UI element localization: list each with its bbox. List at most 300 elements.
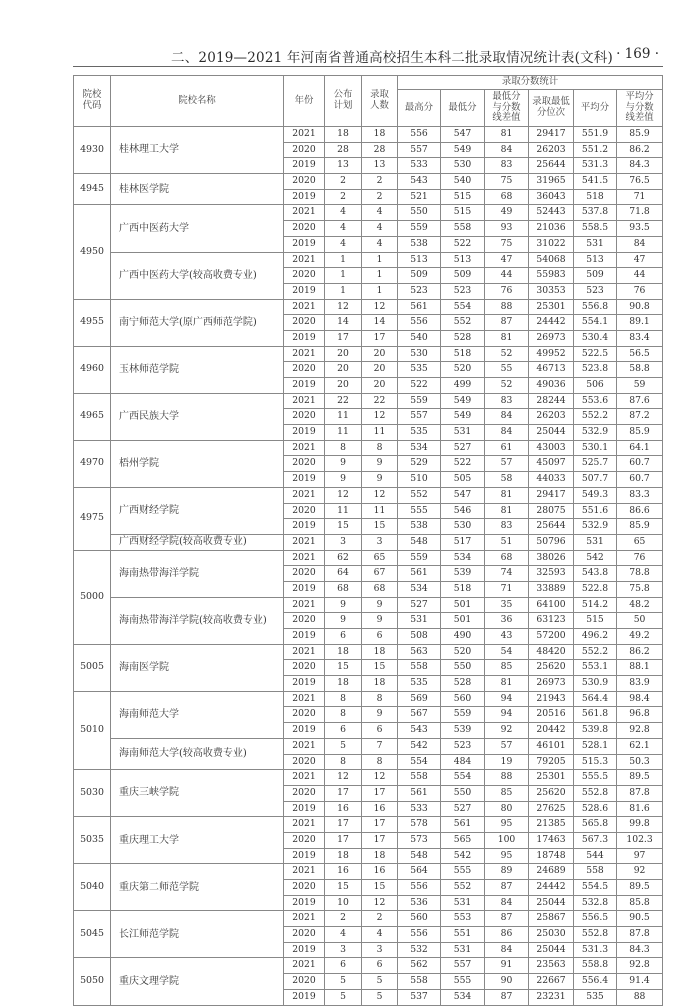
table-row (74, 644, 663, 660)
cell-min-rank: 29417 (529, 487, 574, 503)
cell-avg-diff: 83.4 (617, 330, 663, 346)
cell-year: 2020 (284, 785, 325, 801)
table-row (74, 205, 663, 221)
cell-avg-diff: 60.7 (617, 472, 663, 488)
cell-year: 2020 (284, 315, 325, 331)
cell-plan: 9 (325, 597, 362, 613)
cell-min-diff: 55 (485, 362, 529, 378)
school-name: 广西中医药大学(较高收费专业) (111, 252, 284, 299)
table-row (74, 393, 663, 409)
cell-plan: 1 (325, 252, 362, 268)
cell-avg: 539.8 (574, 723, 617, 739)
cell-plan: 14 (325, 315, 362, 331)
cell-min: 565 (441, 832, 485, 848)
cell-admitted: 18 (362, 644, 398, 660)
cell-min: 527 (441, 440, 485, 456)
cell-min-rank: 79205 (529, 754, 574, 770)
cell-admitted: 20 (362, 362, 398, 378)
cell-avg-diff: 97 (617, 848, 663, 864)
cell-avg-diff: 85.8 (617, 895, 663, 911)
cell-max: 564 (398, 864, 441, 880)
cell-avg: 555.5 (574, 770, 617, 786)
cell-admitted: 6 (362, 723, 398, 739)
cell-min-diff: 81 (485, 676, 529, 692)
cell-year: 2019 (284, 378, 325, 394)
cell-plan: 2 (325, 189, 362, 205)
cell-admitted: 12 (362, 895, 398, 911)
cell-year: 2019 (284, 801, 325, 817)
cell-plan: 12 (325, 487, 362, 503)
cell-max: 556 (398, 315, 441, 331)
cell-plan: 28 (325, 142, 362, 158)
cell-max: 578 (398, 817, 441, 833)
table-row (74, 911, 663, 927)
cell-avg-diff: 86.2 (617, 644, 663, 660)
cell-min-diff: 43 (485, 629, 529, 645)
school-code: 4945 (74, 174, 111, 205)
col-header-name: 院校名称 (111, 76, 284, 127)
cell-year: 2021 (284, 550, 325, 566)
cell-min-diff: 100 (485, 832, 529, 848)
cell-admitted: 14 (362, 315, 398, 331)
cell-min: 490 (441, 629, 485, 645)
cell-admitted: 9 (362, 613, 398, 629)
cell-year: 2021 (284, 346, 325, 362)
col-header-min: 最低分 (441, 90, 485, 127)
cell-min-diff: 95 (485, 817, 529, 833)
cell-year: 2019 (284, 629, 325, 645)
school-name: 重庆理工大学 (111, 817, 284, 864)
school-code: 4960 (74, 346, 111, 393)
cell-plan: 8 (325, 440, 362, 456)
cell-plan: 3 (325, 942, 362, 958)
school-name: 广西财经学院(较高收费专业) (111, 534, 284, 550)
cell-avg: 564.4 (574, 691, 617, 707)
cell-admitted: 16 (362, 801, 398, 817)
cell-min: 549 (441, 142, 485, 158)
cell-max: 508 (398, 629, 441, 645)
cell-plan: 18 (325, 676, 362, 692)
school-code: 5035 (74, 817, 111, 864)
cell-min-diff: 95 (485, 848, 529, 864)
cell-min: 552 (441, 880, 485, 896)
cell-max: 559 (398, 221, 441, 237)
cell-avg: 553.6 (574, 393, 617, 409)
cell-plan: 3 (325, 534, 362, 550)
cell-min-diff: 87 (485, 880, 529, 896)
cell-plan: 4 (325, 205, 362, 221)
cell-admitted: 3 (362, 942, 398, 958)
table-row (74, 440, 663, 456)
cell-avg: 561.8 (574, 707, 617, 723)
cell-min-diff: 19 (485, 754, 529, 770)
cell-admitted: 9 (362, 707, 398, 723)
cell-avg: 522.5 (574, 346, 617, 362)
cell-admitted: 1 (362, 268, 398, 284)
cell-year: 2020 (284, 456, 325, 472)
cell-min-diff: 91 (485, 958, 529, 974)
school-name: 海南热带海洋学院(较高收费专业) (111, 597, 284, 644)
cell-min-rank: 17463 (529, 832, 574, 848)
school-code: 4930 (74, 127, 111, 174)
school-name: 海南师范大学(较高收费专业) (111, 738, 284, 769)
col-header-year: 年份 (284, 76, 325, 127)
cell-max: 538 (398, 236, 441, 252)
cell-plan: 18 (325, 644, 362, 660)
cell-avg: 530.4 (574, 330, 617, 346)
col-header-min-diff: 最低分与分数线差值 (485, 90, 529, 127)
table-row (74, 958, 663, 974)
cell-min: 518 (441, 346, 485, 362)
cell-max: 567 (398, 707, 441, 723)
school-code: 5030 (74, 770, 111, 817)
cell-min-diff: 68 (485, 550, 529, 566)
cell-min-diff: 57 (485, 456, 529, 472)
cell-year: 2020 (284, 503, 325, 519)
cell-min: 518 (441, 581, 485, 597)
cell-avg: 530.9 (574, 676, 617, 692)
cell-max: 556 (398, 127, 441, 143)
cell-avg-diff: 48.2 (617, 597, 663, 613)
cell-avg-diff: 87.8 (617, 785, 663, 801)
cell-avg: 552.8 (574, 927, 617, 943)
cell-min-diff: 83 (485, 519, 529, 535)
cell-plan: 1 (325, 283, 362, 299)
cell-admitted: 11 (362, 425, 398, 441)
cell-min-rank: 26973 (529, 676, 574, 692)
table-row (74, 487, 663, 503)
cell-plan: 8 (325, 691, 362, 707)
cell-admitted: 12 (362, 770, 398, 786)
cell-min: 539 (441, 566, 485, 582)
cell-min-diff: 52 (485, 378, 529, 394)
cell-min: 551 (441, 927, 485, 943)
cell-admitted: 17 (362, 832, 398, 848)
cell-plan: 12 (325, 299, 362, 315)
cell-avg: 544 (574, 848, 617, 864)
table-row (74, 174, 663, 190)
cell-min: 523 (441, 738, 485, 754)
cell-min: 531 (441, 425, 485, 441)
cell-admitted: 5 (362, 989, 398, 1005)
cell-plan: 9 (325, 456, 362, 472)
cell-avg: 523.8 (574, 362, 617, 378)
cell-max: 559 (398, 393, 441, 409)
cell-max: 543 (398, 723, 441, 739)
cell-min-rank: 24689 (529, 864, 574, 880)
cell-avg: 567.3 (574, 832, 617, 848)
school-code: 5005 (74, 644, 111, 691)
cell-year: 2021 (284, 487, 325, 503)
cell-min-rank: 63123 (529, 613, 574, 629)
cell-min-rank: 38026 (529, 550, 574, 566)
school-code: 5045 (74, 911, 111, 958)
cell-min: 540 (441, 174, 485, 190)
cell-min-diff: 44 (485, 268, 529, 284)
school-name: 重庆文理学院 (111, 958, 284, 1005)
cell-min-diff: 61 (485, 440, 529, 456)
cell-year: 2021 (284, 864, 325, 880)
cell-min: 561 (441, 817, 485, 833)
cell-min-rank: 20442 (529, 723, 574, 739)
cell-min-rank: 18748 (529, 848, 574, 864)
col-header-max: 最高分 (398, 90, 441, 127)
cell-avg-diff: 56.5 (617, 346, 663, 362)
cell-avg-diff: 99.8 (617, 817, 663, 833)
cell-year: 2019 (284, 519, 325, 535)
cell-min-rank: 22667 (529, 974, 574, 990)
cell-avg-diff: 64.1 (617, 440, 663, 456)
cell-max: 540 (398, 330, 441, 346)
cell-plan: 13 (325, 158, 362, 174)
table-body (74, 127, 663, 1006)
table-row (74, 346, 663, 362)
cell-year: 2020 (284, 362, 325, 378)
cell-year: 2021 (284, 817, 325, 833)
cell-min: 552 (441, 315, 485, 331)
cell-min-rank: 28244 (529, 393, 574, 409)
school-name: 广西民族大学 (111, 393, 284, 440)
cell-min-diff: 81 (485, 330, 529, 346)
cell-avg-diff: 50.3 (617, 754, 663, 770)
cell-plan: 62 (325, 550, 362, 566)
cell-avg: 543.8 (574, 566, 617, 582)
cell-admitted: 15 (362, 880, 398, 896)
cell-admitted: 16 (362, 864, 398, 880)
cell-min-rank: 43003 (529, 440, 574, 456)
cell-admitted: 12 (362, 409, 398, 425)
cell-avg-diff: 88.1 (617, 660, 663, 676)
cell-min-diff: 57 (485, 738, 529, 754)
cell-admitted: 7 (362, 738, 398, 754)
cell-min-diff: 76 (485, 283, 529, 299)
cell-plan: 15 (325, 880, 362, 896)
cell-min-rank: 24442 (529, 315, 574, 331)
cell-plan: 16 (325, 864, 362, 880)
col-header-avg-diff: 平均分与分数线差值 (617, 90, 663, 127)
cell-year: 2019 (284, 330, 325, 346)
cell-min: 534 (441, 989, 485, 1005)
cell-max: 573 (398, 832, 441, 848)
cell-min-rank: 27625 (529, 801, 574, 817)
cell-min-rank: 25301 (529, 770, 574, 786)
cell-avg: 556.5 (574, 911, 617, 927)
cell-max: 529 (398, 456, 441, 472)
cell-min-diff: 87 (485, 989, 529, 1005)
cell-max: 522 (398, 378, 441, 394)
cell-avg: 523 (574, 283, 617, 299)
cell-year: 2021 (284, 738, 325, 754)
cell-avg: 554.1 (574, 315, 617, 331)
cell-min-rank: 20516 (529, 707, 574, 723)
cell-year: 2019 (284, 989, 325, 1005)
cell-admitted: 22 (362, 393, 398, 409)
cell-year: 2020 (284, 832, 325, 848)
cell-min-rank: 36043 (529, 189, 574, 205)
cell-avg-diff: 96.8 (617, 707, 663, 723)
cell-plan: 6 (325, 723, 362, 739)
cell-year: 2020 (284, 409, 325, 425)
cell-max: 558 (398, 660, 441, 676)
cell-avg: 549.3 (574, 487, 617, 503)
cell-min-diff: 90 (485, 974, 529, 990)
cell-min-diff: 93 (485, 221, 529, 237)
cell-min: 539 (441, 723, 485, 739)
cell-min-rank: 30353 (529, 283, 574, 299)
cell-min: 530 (441, 158, 485, 174)
cell-plan: 11 (325, 425, 362, 441)
table-row (74, 817, 663, 833)
cell-admitted: 12 (362, 487, 398, 503)
cell-min: 531 (441, 895, 485, 911)
cell-plan: 2 (325, 174, 362, 190)
cell-year: 2021 (284, 205, 325, 221)
school-code: 4970 (74, 440, 111, 487)
cell-avg-diff: 84.3 (617, 942, 663, 958)
school-name: 梧州学院 (111, 440, 284, 487)
cell-max: 543 (398, 174, 441, 190)
cell-year: 2019 (284, 848, 325, 864)
cell-avg: 531 (574, 534, 617, 550)
cell-plan: 17 (325, 785, 362, 801)
school-code: 4975 (74, 487, 111, 550)
cell-avg-diff: 76 (617, 550, 663, 566)
cell-avg: 565.8 (574, 817, 617, 833)
cell-admitted: 2 (362, 189, 398, 205)
school-name: 玉林师范学院 (111, 346, 284, 393)
cell-min-diff: 75 (485, 236, 529, 252)
cell-min-diff: 88 (485, 770, 529, 786)
col-header-min-rank: 录取最低分位次 (529, 90, 574, 127)
cell-avg: 558.5 (574, 221, 617, 237)
cell-avg-diff: 89.5 (617, 770, 663, 786)
cell-min: 555 (441, 864, 485, 880)
cell-avg-diff: 76.5 (617, 174, 663, 190)
cell-year: 2020 (284, 566, 325, 582)
cell-plan: 1 (325, 268, 362, 284)
cell-min-rank: 31965 (529, 174, 574, 190)
col-header-code: 院校代码 (74, 76, 111, 127)
cell-admitted: 28 (362, 142, 398, 158)
cell-max: 532 (398, 942, 441, 958)
cell-avg-diff: 87.8 (617, 927, 663, 943)
cell-plan: 17 (325, 817, 362, 833)
cell-admitted: 4 (362, 927, 398, 943)
cell-max: 533 (398, 158, 441, 174)
table-row (74, 738, 663, 754)
cell-year: 2019 (284, 236, 325, 252)
cell-avg-diff: 92.8 (617, 958, 663, 974)
cell-plan: 6 (325, 629, 362, 645)
cell-year: 2020 (284, 142, 325, 158)
cell-min-rank: 26203 (529, 409, 574, 425)
cell-min-diff: 74 (485, 566, 529, 582)
cell-plan: 18 (325, 848, 362, 864)
cell-admitted: 4 (362, 221, 398, 237)
cell-max: 555 (398, 503, 441, 519)
cell-avg: 551.2 (574, 142, 617, 158)
cell-plan: 4 (325, 236, 362, 252)
cell-avg-diff: 87.2 (617, 409, 663, 425)
cell-max: 538 (398, 519, 441, 535)
cell-min: 513 (441, 252, 485, 268)
cell-avg: 552.8 (574, 785, 617, 801)
cell-admitted: 1 (362, 252, 398, 268)
cell-plan: 20 (325, 378, 362, 394)
cell-min-rank: 29417 (529, 127, 574, 143)
cell-year: 2021 (284, 958, 325, 974)
cell-avg: 522.8 (574, 581, 617, 597)
col-header-admitted: 录取人数 (362, 76, 398, 127)
cell-year: 2021 (284, 770, 325, 786)
cell-min-diff: 81 (485, 487, 529, 503)
cell-min-diff: 52 (485, 346, 529, 362)
cell-min: 501 (441, 597, 485, 613)
cell-min-rank: 31022 (529, 236, 574, 252)
cell-plan: 5 (325, 738, 362, 754)
school-code: 5040 (74, 864, 111, 911)
cell-avg: 537.8 (574, 205, 617, 221)
cell-admitted: 9 (362, 472, 398, 488)
cell-avg-diff: 89.5 (617, 880, 663, 896)
cell-plan: 64 (325, 566, 362, 582)
cell-max: 535 (398, 425, 441, 441)
table-row (74, 864, 663, 880)
cell-admitted: 17 (362, 330, 398, 346)
cell-max: 527 (398, 597, 441, 613)
cell-year: 2019 (284, 895, 325, 911)
cell-min-rank: 54068 (529, 252, 574, 268)
cell-plan: 22 (325, 393, 362, 409)
cell-min-rank: 21385 (529, 817, 574, 833)
cell-min-rank: 49036 (529, 378, 574, 394)
cell-max: 557 (398, 409, 441, 425)
cell-plan: 15 (325, 519, 362, 535)
cell-avg-diff: 90.8 (617, 299, 663, 315)
cell-max: 559 (398, 550, 441, 566)
school-name: 广西财经学院 (111, 487, 284, 534)
cell-year: 2019 (284, 158, 325, 174)
cell-min: 550 (441, 785, 485, 801)
cell-max: 530 (398, 346, 441, 362)
cell-plan: 16 (325, 801, 362, 817)
cell-min-diff: 71 (485, 581, 529, 597)
cell-max: 569 (398, 691, 441, 707)
cell-year: 2021 (284, 440, 325, 456)
cell-admitted: 67 (362, 566, 398, 582)
cell-admitted: 2 (362, 174, 398, 190)
cell-min-diff: 87 (485, 911, 529, 927)
cell-year: 2021 (284, 127, 325, 143)
cell-max: 561 (398, 566, 441, 582)
cell-avg: 528.1 (574, 738, 617, 754)
cell-min-rank: 23231 (529, 989, 574, 1005)
cell-min-diff: 81 (485, 127, 529, 143)
cell-admitted: 15 (362, 660, 398, 676)
cell-min: 520 (441, 644, 485, 660)
cell-max: 562 (398, 958, 441, 974)
cell-year: 2021 (284, 393, 325, 409)
cell-year: 2020 (284, 707, 325, 723)
school-code: 5010 (74, 691, 111, 769)
cell-admitted: 68 (362, 581, 398, 597)
cell-min-rank: 21036 (529, 221, 574, 237)
cell-min: 499 (441, 378, 485, 394)
cell-min: 559 (441, 707, 485, 723)
cell-min-rank: 48420 (529, 644, 574, 660)
cell-min-rank: 21943 (529, 691, 574, 707)
cell-avg-diff: 92 (617, 864, 663, 880)
